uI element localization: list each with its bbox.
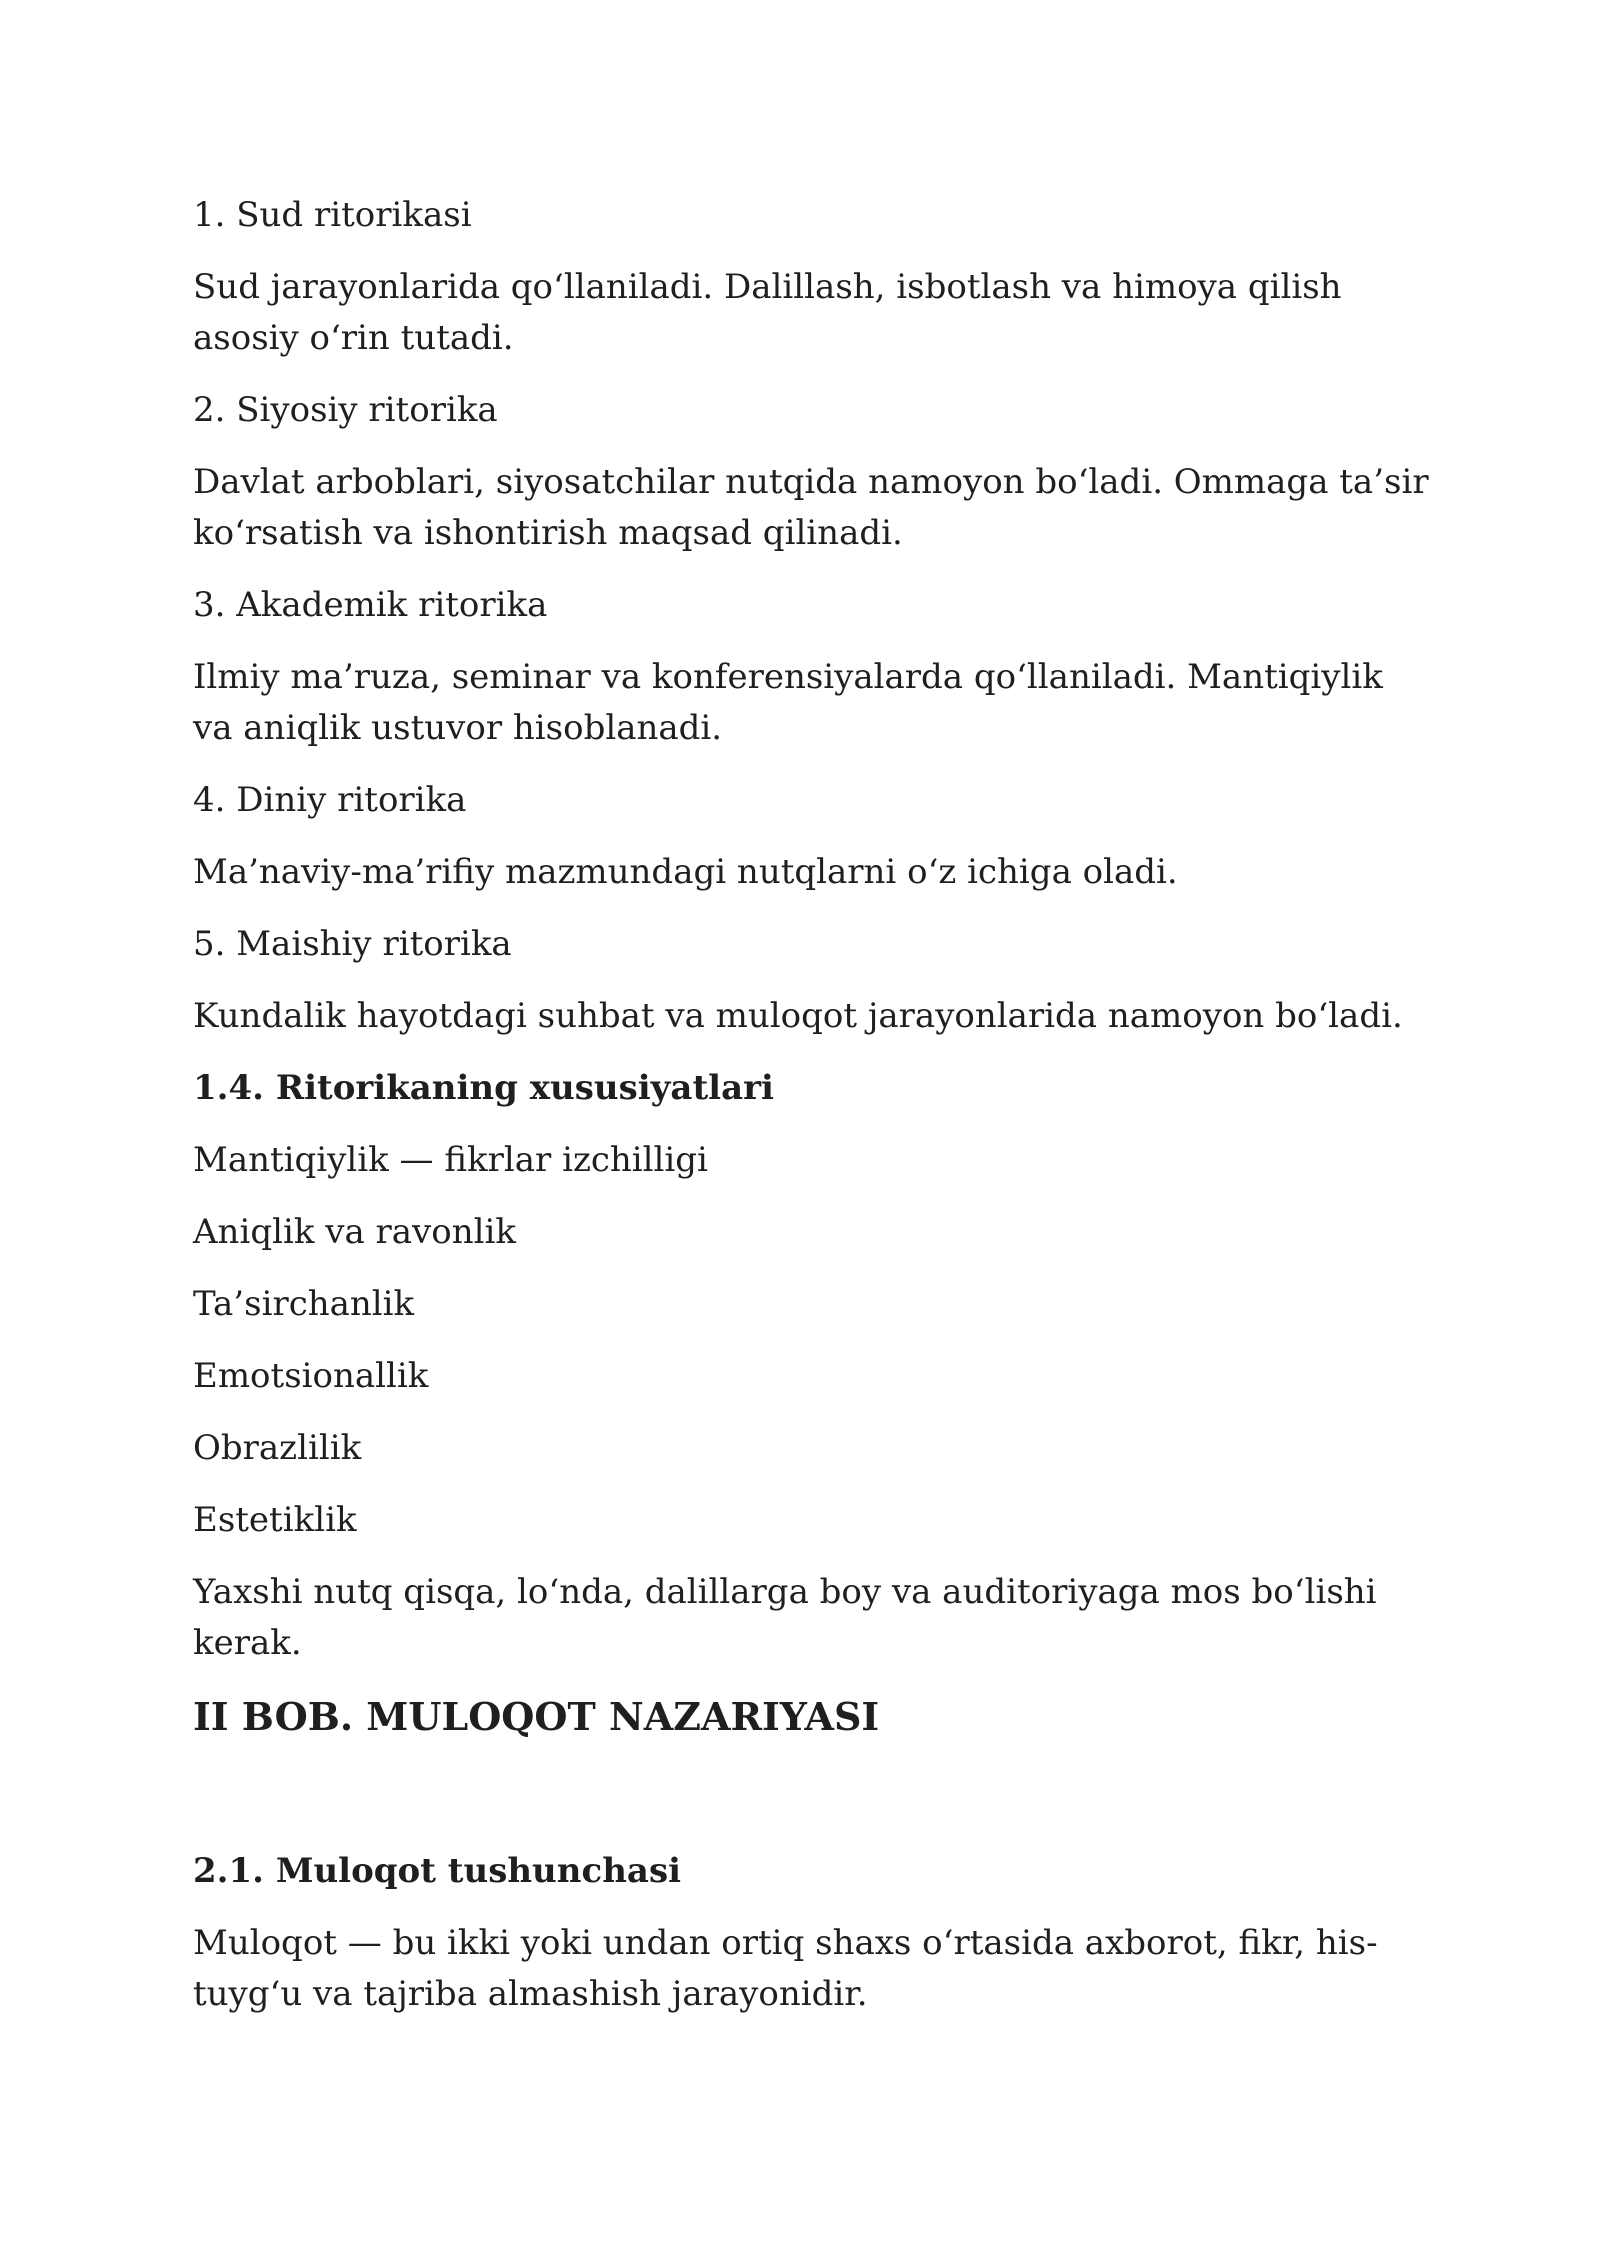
paragraph-sud-ritorikasi: Sud jarayonlarida qo‘llaniladi. Dalillash, isbotlash va himoya qilish asosiy o‘rin tutadi.: [193, 267, 1342, 358]
paragraph-akademik-ritorika: Ilmiy ma’ruza, seminar va konferensiyalarda qo‘llaniladi. Mantiqiylik va aniqlik ustuvor hisoblanadi.: [193, 657, 1383, 748]
list-heading-akademik-ritorika: 3. Akademik ritorika: [193, 585, 548, 625]
list-heading-siyosiy-ritorika: 2. Siyosiy ritorika: [193, 390, 498, 430]
document-page: [193, 190, 1433, 2041]
feature-item-aniqlik: Aniqlik va ravonlik: [193, 1212, 516, 1252]
list-heading-maishiy-ritorika: 5. Maishiy ritorika: [193, 924, 512, 964]
feature-item-emotsionallik: Emotsionallik: [193, 1356, 429, 1396]
paragraph-muloqot: Muloqot — bu ikki yoki undan ortiq shaxs o‘rtasida axborot, fikr, his-tuyg‘u va tajriba almashish jarayonidir.: [193, 1923, 1378, 2014]
chapter-heading-ii-bob: II BOB. MULOQOT NAZARIYASI: [193, 1694, 880, 1739]
feature-item-estetiklik: Estetiklik: [193, 1500, 357, 1540]
feature-item-obrazlilik: Obrazlilik: [193, 1428, 362, 1468]
feature-item-mantiqiylik: Mantiqiylik — fikrlar izchilligi: [193, 1140, 708, 1180]
list-heading-sud-ritorikasi: 1. Sud ritorikasi: [193, 195, 472, 235]
feature-item-tasirchanlik: Ta’sirchanlik: [193, 1284, 415, 1324]
section-heading-2-1: 2.1. Muloqot tushunchasi: [193, 1851, 682, 1891]
paragraph-diniy-ritorika: Ma’naviy-ma’rifiy mazmundagi nutqlarni o‘z ichiga oladi.: [193, 852, 1178, 892]
paragraph-siyosiy-ritorika: Davlat arboblari, siyosatchilar nutqida namoyon bo‘ladi. Ommaga ta’sir ko‘rsatish va ishontirish maqsad qilinadi.: [193, 462, 1429, 553]
list-heading-diniy-ritorika: 4. Diniy ritorika: [193, 780, 467, 820]
section-heading-1-4: 1.4. Ritorikaning xususiyatlari: [193, 1068, 774, 1108]
paragraph-yaxshi-nutq: Yaxshi nutq qisqa, lo‘nda, dalillarga boy va auditoriyaga mos bo‘lishi kerak.: [193, 1572, 1377, 1663]
paragraph-maishiy-ritorika: Kundalik hayotdagi suhbat va muloqot jarayonlarida namoyon bo‘ladi.: [193, 996, 1403, 1036]
chapter-spacing: [193, 1744, 1433, 1846]
